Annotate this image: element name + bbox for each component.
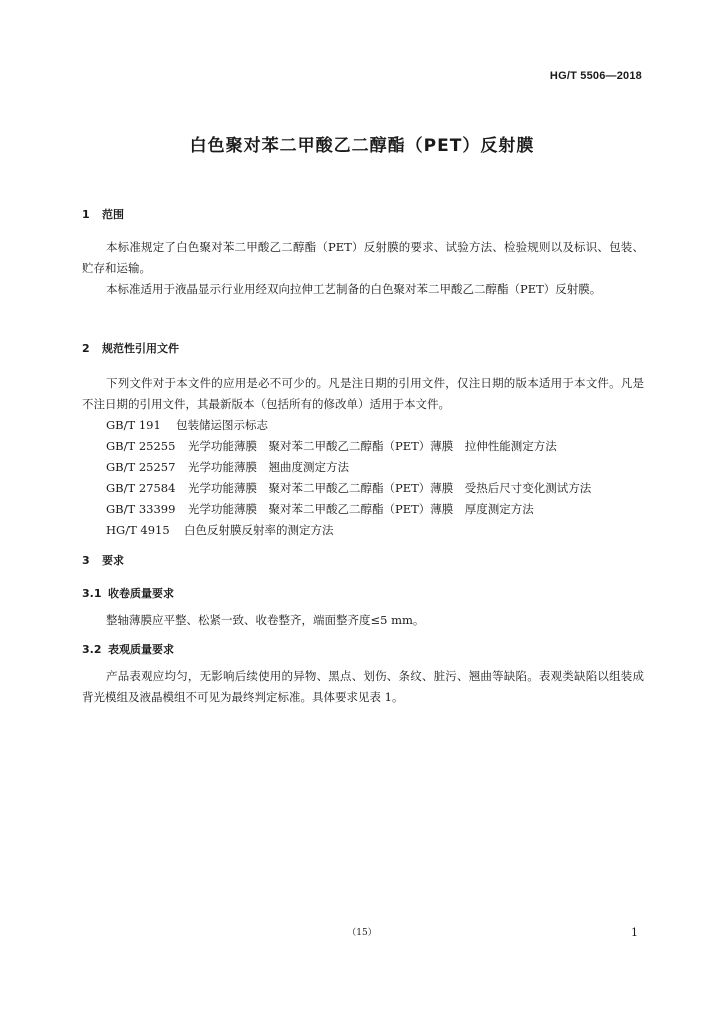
- section-title: 要求: [102, 554, 124, 567]
- subsection-title: 收卷质量要求: [108, 587, 174, 600]
- reference-code: HG/T 4915: [106, 523, 170, 537]
- section-title: 规范性引用文件: [102, 342, 179, 355]
- footer-page-number: 1: [631, 926, 638, 939]
- reference-title: 光学功能薄膜 聚对苯二甲酸乙二醇酯（PET）薄膜 厚度测定方法: [188, 502, 534, 516]
- section-2-paragraph-1: 下列文件对于本文件的应用是必不可少的。凡是注日期的引用文件，仅注日期的版本适用于本文件。凡是不注日期的引用文件，其最新版本（包括所有的修改单）适用于本文件。: [82, 376, 644, 411]
- reference-title: 光学功能薄膜 翘曲度测定方法: [188, 460, 349, 474]
- section-1-paragraph-2: 本标准适用于液晶显示行业用经双向拉伸工艺制备的白色聚对苯二甲酸乙二醇酯（PET）反射膜。: [106, 282, 602, 296]
- subsection-title: 表观质量要求: [108, 643, 174, 656]
- reference-title: 白色反射膜反射率的测定方法: [184, 523, 334, 537]
- section-1-heading: [82, 206, 124, 222]
- subsection-number: 3.2: [82, 643, 102, 656]
- reference-code: GB/T 25255: [106, 439, 176, 453]
- section-number: 3: [82, 554, 90, 567]
- reference-item: [106, 520, 334, 541]
- subsection-3-2-heading: [82, 641, 174, 657]
- subsection-number: 3.1: [82, 587, 102, 600]
- reference-title: 光学功能薄膜 聚对苯二甲酸乙二醇酯（PET）薄膜 拉伸性能测定方法: [188, 439, 557, 453]
- reference-title: 包装储运图示标志: [176, 418, 268, 432]
- reference-code: GB/T 27584: [106, 481, 176, 495]
- section-3-heading: [82, 552, 124, 568]
- section-2-heading: [82, 340, 179, 356]
- section-number: 2: [82, 342, 90, 355]
- reference-code: GB/T 33399: [106, 502, 176, 516]
- subsection-3-2-paragraph: 产品表观应均匀，无影响后续使用的异物、黑点、划伤、条纹、脏污、翘曲等缺陷。表观类缺陷以组装成背光模组及液晶模组不可见为最终判定标准。具体要求见表 1。: [82, 669, 644, 704]
- reference-item: [106, 436, 557, 457]
- section-number: 1: [82, 208, 90, 221]
- reference-item: [106, 478, 591, 499]
- subsection-3-1-paragraph: 整轴薄膜应平整、松紧一致、收卷整齐，端面整齐度≤5 mm。: [106, 613, 425, 627]
- standard-code: HG/T 5506—2018: [549, 70, 642, 82]
- reference-title: 光学功能薄膜 聚对苯二甲酸乙二醇酯（PET）薄膜 受热后尺寸变化测试方法: [188, 481, 592, 495]
- reference-item: [106, 457, 349, 478]
- section-title: 范围: [102, 208, 124, 221]
- reference-code: GB/T 191: [106, 418, 161, 432]
- document-title: 白色聚对苯二甲酸乙二醇酯（PET）反射膜: [189, 136, 535, 156]
- reference-item: [106, 499, 534, 520]
- reference-code: GB/T 25257: [106, 460, 176, 474]
- reference-item: [106, 415, 268, 436]
- footer-page-label: （15）: [347, 928, 377, 938]
- subsection-3-1-heading: [82, 585, 174, 601]
- section-1-paragraph-1: 本标准规定了白色聚对苯二甲酸乙二醇酯（PET）反射膜的要求、试验方法、检验规则以及标识、包装、贮存和运输。: [82, 240, 644, 275]
